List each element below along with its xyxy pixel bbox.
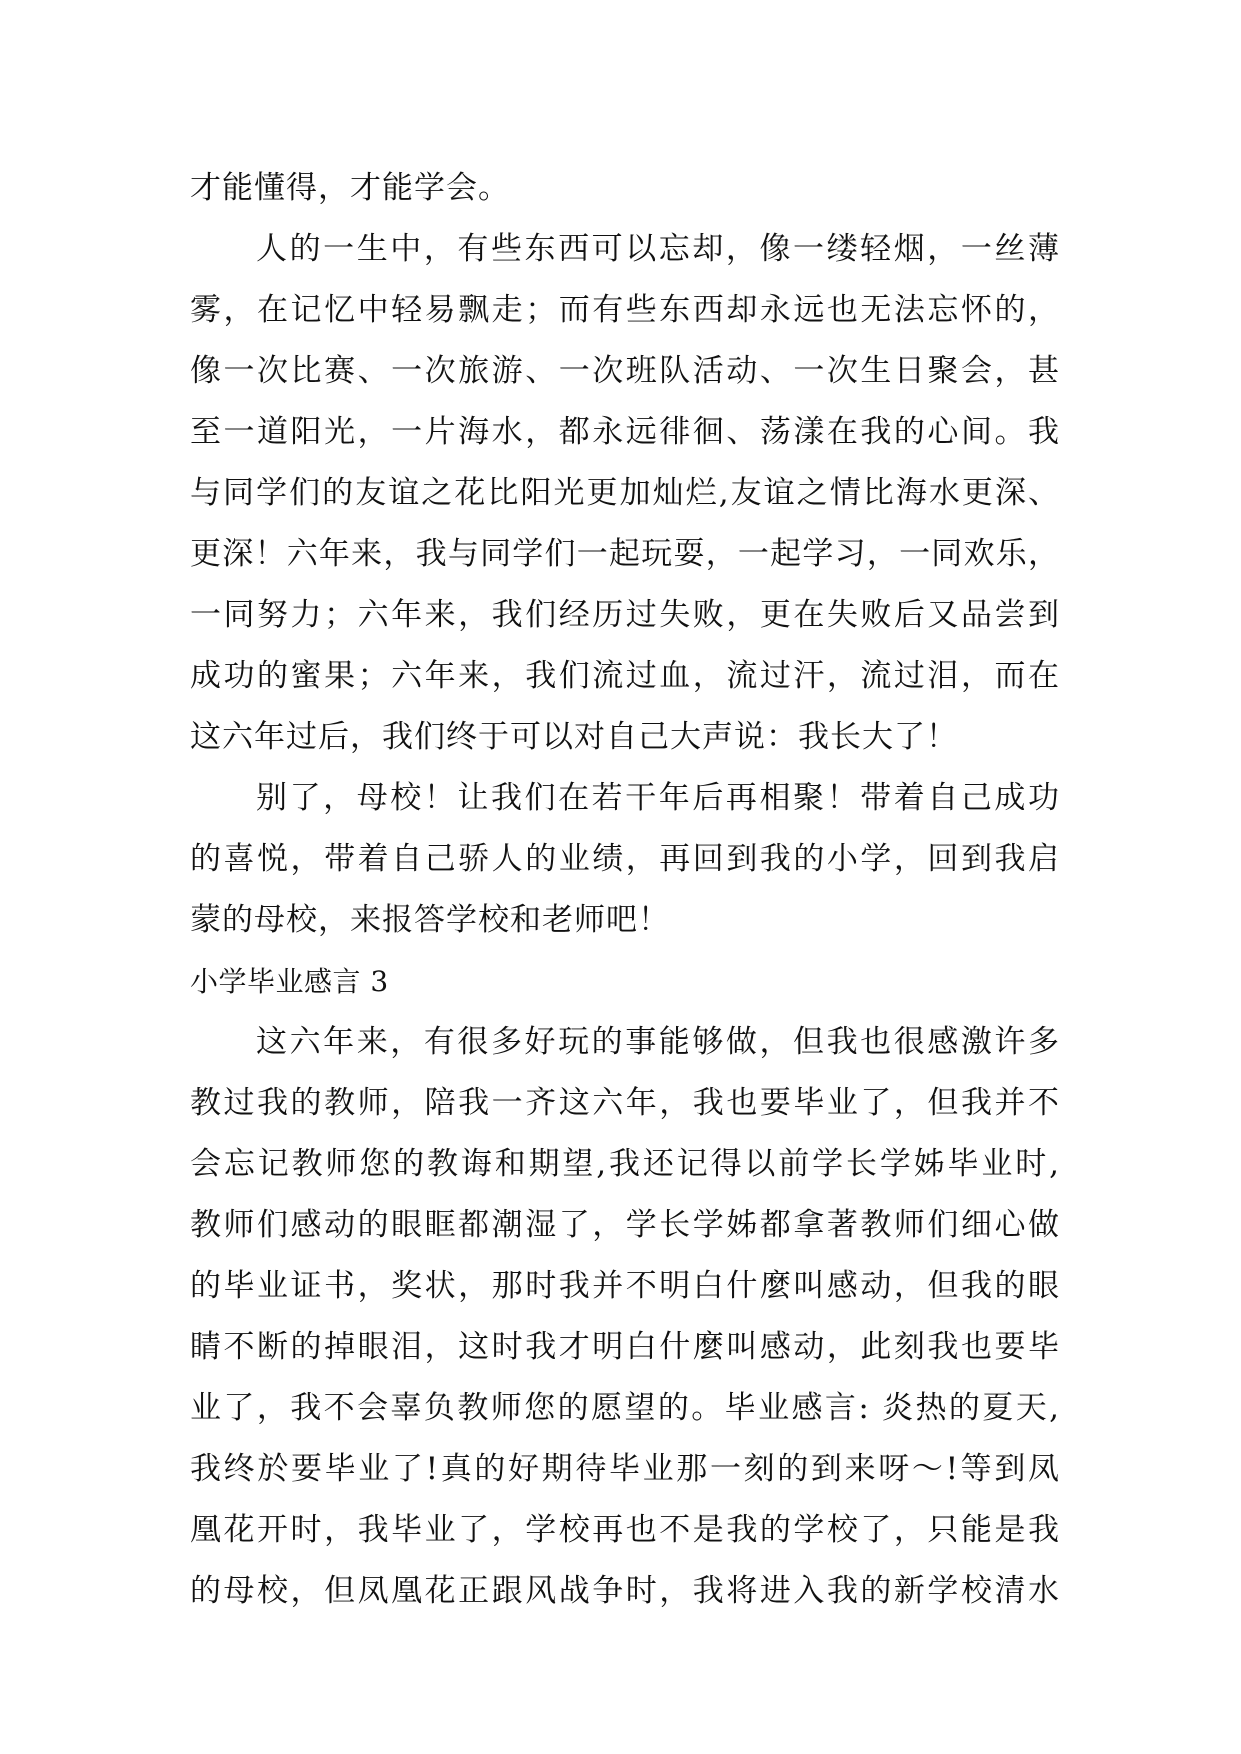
text-line: 教师们感动的眼眶都潮湿了，学长学姊都拿著教师们细心做 xyxy=(190,1207,1060,1243)
text-line: 一同努力；六年来，我们经历过失败，更在失败后又品尝到 xyxy=(190,597,1060,633)
text-line: 凰花开时，我毕业了，学校再也不是我的学校了，只能是我 xyxy=(190,1512,1060,1548)
text-line: 教过我的教师，陪我一齐这六年，我也要毕业了，但我并不 xyxy=(190,1085,1060,1121)
text-line: 更深！六年来，我与同学们一起玩耍，一起学习，一同欢乐， xyxy=(190,536,1060,572)
text-line: 像一次比赛、一次旅游、一次班队活动、一次生日聚会，甚 xyxy=(190,353,1060,389)
paragraph-first-line: 别了，母校！让我们在若干年后再相聚！带着自己成功 xyxy=(256,780,1060,816)
text-line: 雾，在记忆中轻易飘走；而有些东西却永远也无法忘怀的， xyxy=(190,292,1060,328)
text-line: 睛不断的掉眼泪，这时我才明白什麼叫感动，此刻我也要毕 xyxy=(190,1329,1060,1365)
document-body xyxy=(190,158,1060,1622)
text-line: 的母校，但凤凰花正跟风战争时，我将进入我的新学校清水 xyxy=(190,1573,1060,1609)
text-line: 蒙的母校，来报答学校和老师吧！ xyxy=(190,902,670,938)
text-line: 至一道阳光，一片海水，都永远徘徊、荡漾在我的心间。我 xyxy=(190,414,1060,450)
paragraph-first-line: 人的一生中，有些东西可以忘却，像一缕轻烟，一丝薄 xyxy=(256,231,1060,267)
text-line: 的喜悦，带着自己骄人的业绩，再回到我的小学，回到我启 xyxy=(190,841,1060,877)
text-line: 的毕业证书，奖状，那时我并不明白什麼叫感动，但我的眼 xyxy=(190,1268,1060,1304)
text-line: 我终於要毕业了!真的好期待毕业那一刻的到来呀～!等到凤 xyxy=(190,1451,1060,1487)
section-heading: 小学毕业感言 3 xyxy=(190,965,389,998)
text-line: 业了，我不会辜负教师您的愿望的。毕业感言: 炎热的夏天, xyxy=(190,1390,1060,1426)
text-line: 与同学们的友谊之花比阳光更加灿烂,友谊之情比海水更深、 xyxy=(190,475,1060,511)
text-line: 这六年过后，我们终于可以对自己大声说：我长大了！ xyxy=(190,719,958,755)
text-line: 会忘记教师您的教诲和期望,我还记得以前学长学姊毕业时, xyxy=(190,1146,1060,1182)
paragraph-first-line: 这六年来，有很多好玩的事能够做，但我也很感激许多 xyxy=(256,1024,1060,1060)
text-line: 成功的蜜果；六年来，我们流过血，流过汗，流过泪，而在 xyxy=(190,658,1060,694)
text-line: 才能懂得，才能学会。 xyxy=(190,170,510,206)
